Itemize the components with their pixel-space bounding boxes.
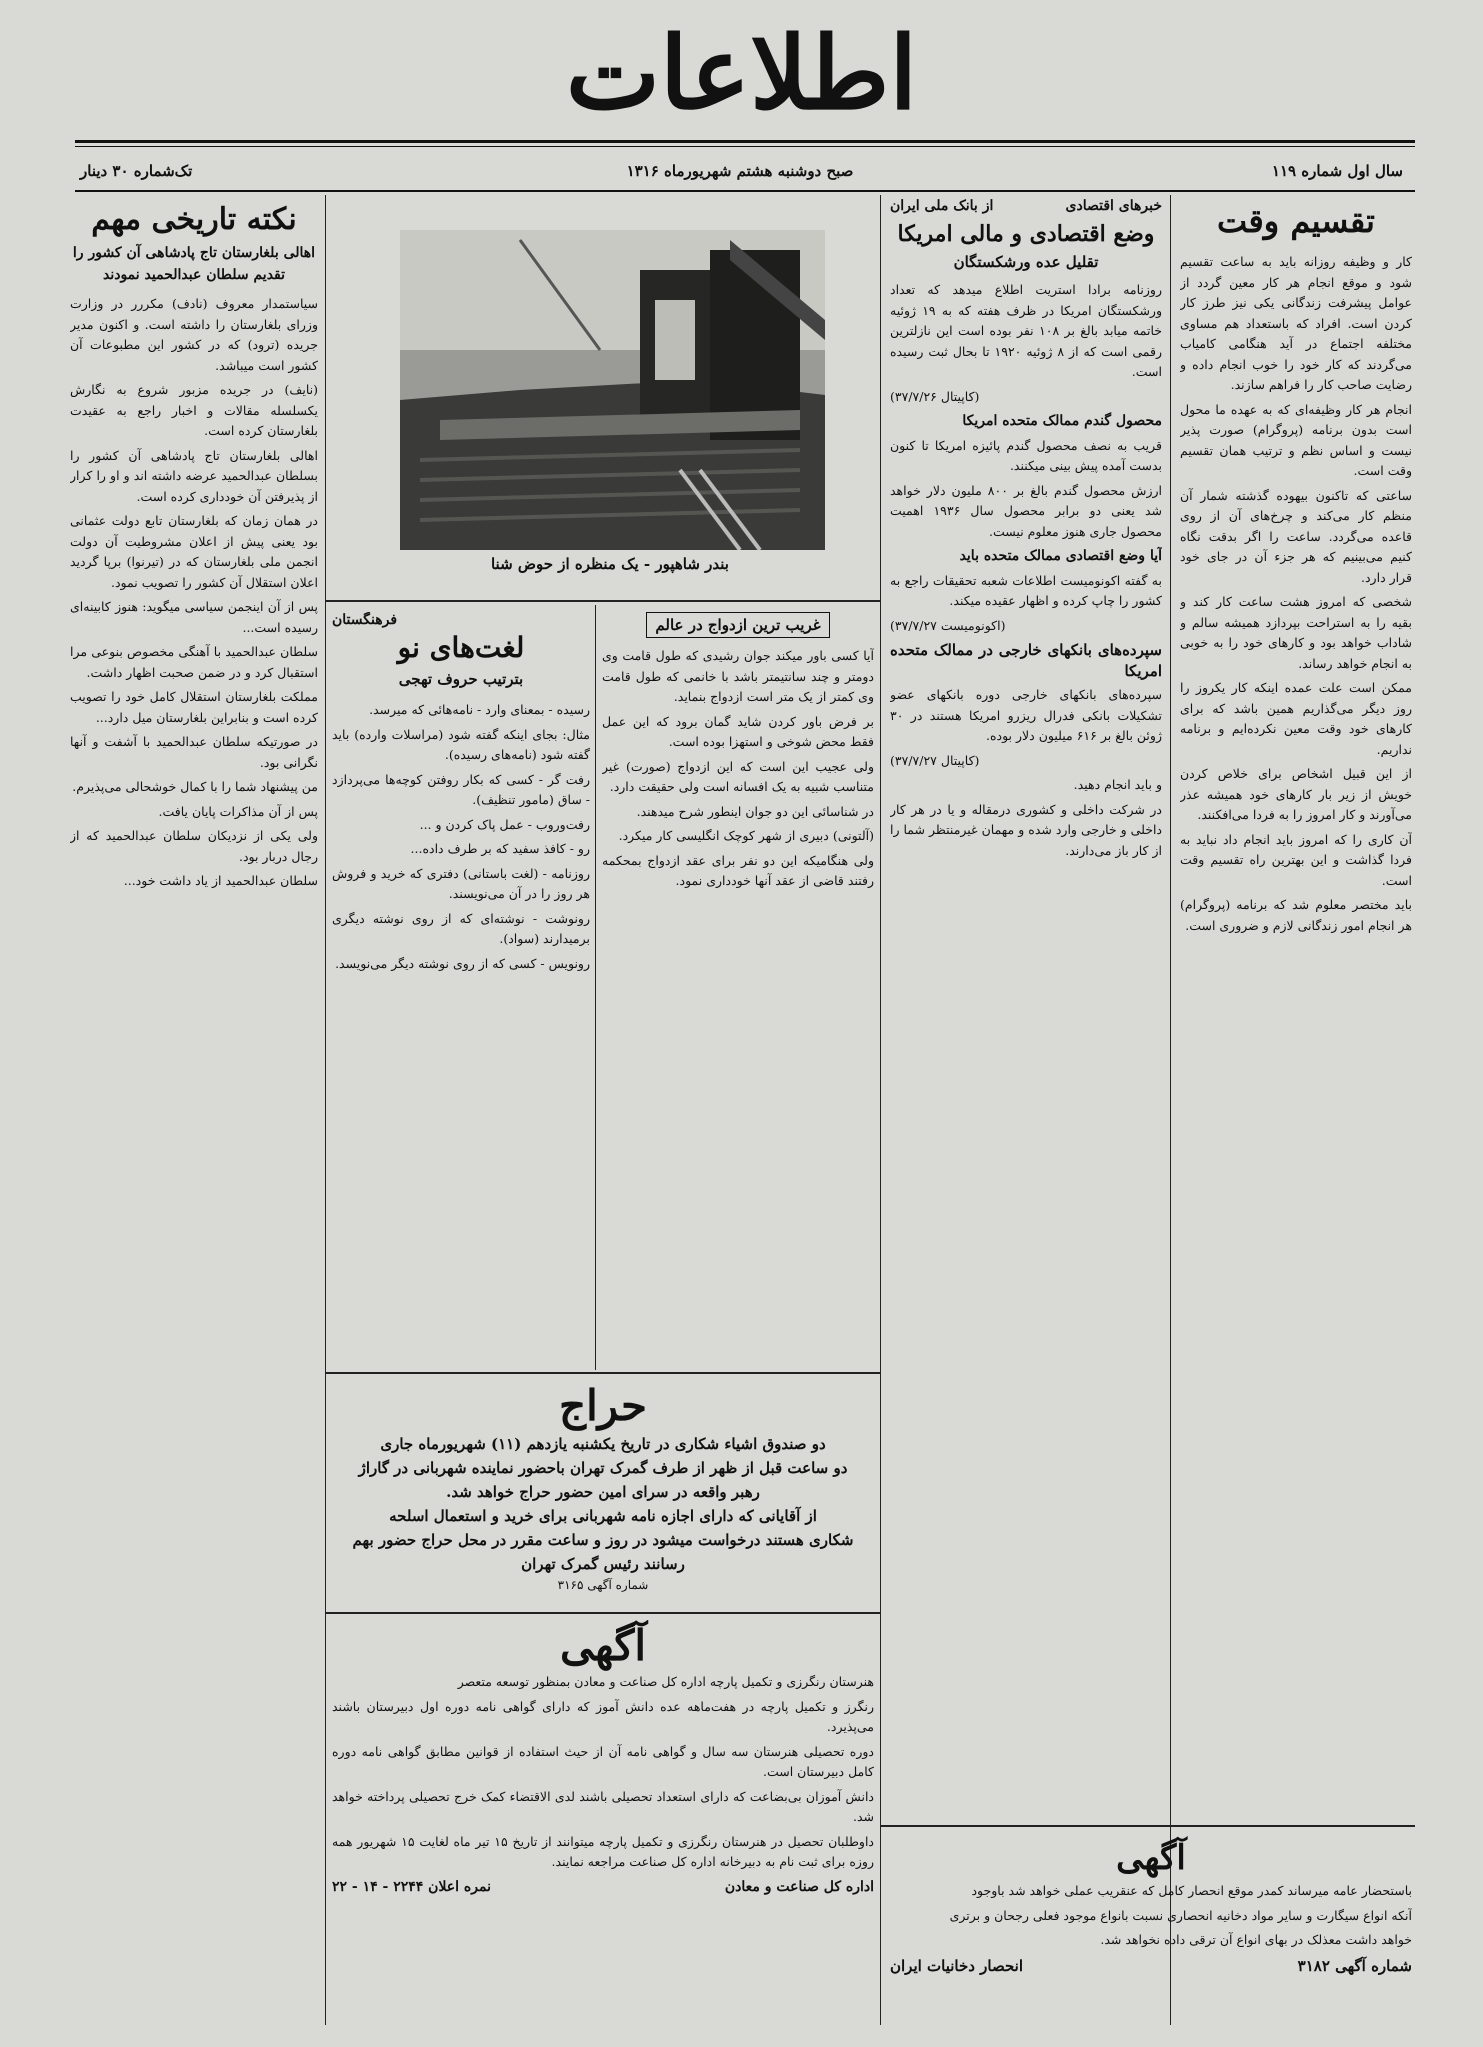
auction-top-rule xyxy=(325,1372,880,1374)
paragraph: سیاستمدار معروف (نادف) مکررر در وزارت وزرای بلغارستان را داشته است. و اکنون مدیر جریده (ترود) که در کشور این مطبوعات آن کشور است میباشد. xyxy=(70,296,318,373)
issue-price: تک‌شماره ۳۰ دینار xyxy=(80,162,193,180)
school-advertisement xyxy=(332,1620,874,2030)
auction-line: دو ساعت قبل از ظهر از طرف گمرک تهران باحضور نماینده شهربانی در گاراژ xyxy=(358,1459,848,1477)
harbor-photo xyxy=(400,230,825,550)
ad-line: دانش آموزان بی‌بضاعت که دارای استعداد تحصیلی باشند لدی الاقتضاء کمک خرج تحصیلی پرداخته خواهد شد. xyxy=(332,1788,874,1824)
paragraph: سلطان عبدالحمید با آهنگی مخصوص بنوعی مرا استقبال کرد و در ضمن صحبت اظهار داشت. xyxy=(70,644,318,680)
auction-line: رسانند رئیس گمرک تهران xyxy=(521,1555,685,1573)
kicker-bank: از بانک ملی ایران xyxy=(890,198,994,214)
article-subheading: بترتیب حروف تهجی xyxy=(398,670,524,688)
ad-signature: اداره کل صناعت و معادن xyxy=(724,1878,874,1895)
article-subheading: تقلیل عده ورشکستگان xyxy=(953,253,1099,271)
paragraph: سپرده‌های بانکهای خارجی دوره بانکهای عضو تشکیلات بانکی فدرال ریزرو امریکا هستند در ۳۰ ژوئن بالغ بر ۶۱۶ میلیون دلار بوده. xyxy=(890,687,1162,743)
paragraph: ولی هنگامیکه این دو نفر برای عقد ازدواج بمحکمه رفتند قاضی از عقد آنها خودداری نمود. xyxy=(602,852,874,888)
paragraph: روزنامه برادا استریت اطلاع میدهد که تعداد ورشکستگان امریکا در ظرف هفته که به ۱۹ ژوئیه خاتمه میابد بالغ بر ۱۰۸ نفر بوده است این نازلترین رقمی است که از ۸ ژوئیه ۱۹۲۰ تا بحال ثبت رسیده است. xyxy=(890,282,1162,379)
issue-date: صبح دوشنبه هشتم شهریورماه ۱۳۱۶ xyxy=(626,162,854,180)
paragraph: پس از آن مذاکرات پایان یافت. xyxy=(158,803,318,819)
ad-line: باستحضار عامه میرساند کمدر موقع انحصار کامل که عنقریب عملی خواهد شد باوجود xyxy=(971,1883,1412,1898)
paragraph: من پیشنهاد شما را با کمال خوشحالی می‌پذیرم. xyxy=(72,779,318,794)
dictionary-entry: رو - کافذ سفید که بر طرف داده... xyxy=(410,841,590,856)
dictionary-entry: مثال: بجای اینکه گفته شود (مراسلات وارده) باید گفته شود (نامه‌های رسیده). xyxy=(332,726,590,762)
dictionary-entry: رفت‌وروب - عمل پاک کردن و ... xyxy=(419,816,590,832)
ad-line: آنکه انواع سیگارت و سایر مواد دخانیه انحصاری نسبت بانواع موجود فعلی رجحان و برتری xyxy=(949,1907,1412,1923)
column-strangest-marriage xyxy=(602,612,874,1367)
section-heading: سپرده‌های بانکهای خارجی در ممالک متحده امریکا xyxy=(890,641,1162,680)
ad-signature: انحصار دخانیات ایران xyxy=(890,1956,1024,1975)
dateline-rule xyxy=(75,190,1415,192)
auction-line: رهبر واقعه در سرای امین حضور حراج خواهد شد. xyxy=(446,1483,760,1501)
photo-bottom-rule xyxy=(325,600,880,602)
paragraph: از این قبیل اشخاص برای خلاص کردن خویش از زیر بار کارهای خود همیشه عذر می‌آورند و کار امروز را به فردا می‌افکنند. xyxy=(1180,766,1412,822)
paragraph: در صورتیکه سلطان عبدالحمید با آشفت و آنها نگرانی بود. xyxy=(70,734,318,770)
paragraph: (آلتونی) دبیری از شهر کوچک انگلیسی کار میکرد. xyxy=(618,828,874,843)
auction-number: شماره آگهی ۳۱۶۵ xyxy=(557,1578,649,1592)
auction-line: شکاری هستند درخواست میشود در روز و ساعت مقرر در محل حراج حضور بهم xyxy=(352,1531,854,1549)
dictionary-entry: رسیده - بمعنای وارد - نامه‌هائی که میرسد. xyxy=(369,702,590,717)
paragraph: اهالی بلغارستان تاج پادشاهی آن کشور را بسلطان عبدالحمید عرضه داشته اند و او را کرار از پذیرفتن آن خودداری کرده است. xyxy=(70,447,318,504)
auction-line: دو صندوق اشیاء شکاری در تاریخ یکشنبه یازدهم (۱۱) شهریورماه جاری xyxy=(380,1435,826,1453)
source-note: (کاپیتال ۳۷/۷/۲۷) xyxy=(890,752,980,768)
volume-number: سال اول شماره ۱۱۹ xyxy=(1271,162,1403,180)
article-heading: تقسیم وقت xyxy=(1217,202,1375,240)
masthead-rule-thin xyxy=(75,146,1415,147)
paragraph: شخصی که امروز هشت ساعت کار کند و بقیه را به استراحت بپردازد همیشه سالم و شاداب خواهد بود و کارهای خود را به خوبی به انجام خواهد رساند. xyxy=(1180,594,1412,671)
column-new-words xyxy=(332,612,590,1367)
article-heading: غریب ترین ازدواج در عالم xyxy=(646,612,829,638)
dictionary-entry: روزنامه - (لغت باستانی) دفتری که خرید و فروش هر روز را در آن می‌نویسند. xyxy=(332,865,590,901)
paragraph: ارزش محصول گندم بالغ بر ۸۰۰ ملیون دلار خواهد شد یعنی دو برابر محصول سال ۱۹۳۶ اهمیت محصول جاری هنوز معلوم نیست. xyxy=(890,482,1162,539)
paragraph: در شناسائی این دو جوان اینطور شرح میدهند. xyxy=(636,803,874,819)
column-rule-3 xyxy=(325,195,326,2025)
article-heading: لغت‌های نو xyxy=(397,631,525,664)
paragraph: بر فرض باور کردن شاید گمان برود که این عمل فقط محض شوخی و استهزا بوده است. xyxy=(602,713,874,749)
masthead-rule-top xyxy=(75,140,1415,143)
paragraph: آیا کسی باور میکند جوان رشیدی که طول قامت وی دومتر و چند سانتیمتر باشد با خانمی که طول قامت وی کمتر از یک متر است ازدواج بنماید. xyxy=(602,648,874,704)
ad-line: خواهد داشت معذلک در بهای انواع آن ترقی داده نخواهد شد. xyxy=(1100,1932,1412,1947)
column-rule-4 xyxy=(595,605,596,1370)
paragraph: در همان زمان که بلغارستان تابع دولت عثمانی بود یعنی پیش از اعلان مشروطیت آن دولت انجمن ملی بلغارستان که در (تیرنوا) برپا گردید اعلان استقلال آن کشور را تصویب نمود. xyxy=(70,513,318,590)
paragraph: ولی یکی از نزدیکان سلطان عبدالحمید که از رجال دربار بود. xyxy=(70,828,318,864)
paragraph: مملکت بلغارستان استقلال کامل خود را تصویب کرده است و بنابراین بلغارستان میل دارد... xyxy=(70,689,318,725)
dictionary-entry: رونویس - کسی که از روی نوشته دیگر می‌نویسد. xyxy=(335,955,590,971)
photo-caption: بندر شاهپور - یک منظره از حوض شنا xyxy=(490,555,729,573)
section-heading: آیا وضع اقتصادی ممالک متحده باید xyxy=(959,548,1162,564)
ad-line: دوره تحصیلی هنرستان سه سال و گواهی نامه آن از حیث استفاده از قوانین مطابق گواهی نامه دوره کامل دبیرستان است. xyxy=(332,1743,874,1779)
column-economic-news xyxy=(890,198,1162,1818)
paragraph: ولی عجیب این است که این ازدواج (صورت) غیر متناسب شبیه به یک افسانه است ولی حقیقت دارد. xyxy=(602,758,874,794)
column-rule-2 xyxy=(880,195,881,2025)
harbor-photo-image xyxy=(400,230,825,550)
paragraph: و باید انجام دهید. xyxy=(1073,777,1162,792)
paragraph: قریب به نصف محصول گندم پائیزه امریکا تا کنون بدست آمده پیش بینی میکنند. xyxy=(890,437,1162,473)
masthead xyxy=(0,0,1483,140)
auction-notice xyxy=(332,1380,874,1608)
paragraph: ممکن است علت عمده اینکه کار یکروز را روز دیگر می‌گذاریم همین باشد که برای کارهای خود وقت معین نکرده‌ایم و برنامه نداریم. xyxy=(1180,680,1412,757)
ad-line: هنرستان رنگرزی و تکمیل پارچه اداره کل صناعت و معادن بمنظور توسعه متعصر xyxy=(457,1674,874,1689)
kicker-economic: خبرهای اقتصادی xyxy=(1065,198,1162,214)
column-rule-1 xyxy=(1170,195,1171,2025)
column-historical-note xyxy=(70,198,318,2028)
paragraph: در شرکت داخلی و کشوری درمقاله و یا در هر کار داخلی و خارجی وارد شده و مهمان غیرمنتظر شما را از کار باز می‌دارند. xyxy=(890,801,1162,858)
ad-line: داوطلبان تحصیل در هنرستان رنگرزی و تکمیل پارچه میتوانند از تاریخ ۱۵ تیر ماه لغایت ۱۵ شهریور همه روزه برای ثبت نام به دبیرخانه اداره کل صناعت مراجعه نمایند. xyxy=(332,1833,874,1869)
paragraph: باید مختصر معلوم شد که برنامه (پروگرام) هر انجام امور زندگانی لازم و ضروری است. xyxy=(1180,897,1412,933)
auction-title: حراج xyxy=(559,1381,647,1430)
paragraph: به گفته اکونومیست اطلاعات شعبه تحقیقات راجع به کشور را چاپ کرده و اظهار عقیده میکند. xyxy=(890,572,1162,608)
article-subheading: اهالی بلغارستان تاج پادشاهی آن کشور را تقدیم سلطان عبدالحمید نمودند xyxy=(72,245,316,283)
ad-line: رنگرز و تکمیل پارچه در هفت‌ماهه عده دانش آموز که دارای گواهی نامه دوره اول دبیرستان باشند می‌پذیرد. xyxy=(332,1698,874,1734)
article-heading: وضع اقتصادی و مالی امریکا xyxy=(897,221,1155,247)
auction-line: از آقایانی که دارای اجازه نامه شهربانی برای خرید و استعمال اسلحه xyxy=(389,1507,817,1525)
article-heading: نکته تاریخی مهم xyxy=(91,202,297,237)
source-note: (اکونومیست ۳۷/۷/۲۷) xyxy=(890,617,1006,633)
dictionary-entry: رونوشت - نوشته‌ای که از روی نوشته دیگری برمیدارند (سواد). xyxy=(332,910,590,946)
newspaper-title: اطلاعات xyxy=(565,14,918,132)
ad-number: شماره آگهی ۳۱۸۲ xyxy=(1297,1956,1412,1975)
paragraph: سلطان عبدالحمید از یاد داشت خود... xyxy=(123,873,318,888)
section-heading: محصول گندم ممالک متحده امریکا xyxy=(962,413,1162,429)
paragraph: ساعتی که تاکنون بیهوده گذشته شمار آن منظم کار می‌کند و چرخ‌های آن از روی قاعده می‌گردد. ساعت را اگر بدقت نگاه کنیم می‌بینیم که هر جزء آن در جای خود قرار دارد. xyxy=(1180,487,1412,585)
paragraph: (نایف) در جریده مزبور شروع به نگارش یکسلسله مقالات و اخبار راجع به عقیدت بلغارستان کرده است. xyxy=(70,382,318,438)
paragraph: پس از آن اینجمن سیاسی میگوید: هنوز کابینه‌ای رسیده است... xyxy=(70,599,318,635)
column-time-management xyxy=(1180,198,1412,1818)
paragraph: انجام هر کار وظیفه‌ای که به عهده ما محول است بدون برنامه (پروگرام) صورت پذیر نیست و اساس نظم و ترتیب همان تقسیم وقت است. xyxy=(1180,401,1412,478)
ad-number: نمره اعلان ۲۲۴۴ - ۱۴ - ۲۲ xyxy=(332,1878,491,1895)
right-ad-top-rule xyxy=(880,1825,1415,1827)
agahi-top-rule xyxy=(325,1612,880,1614)
source-note: (کاپیتال ۳۷/۷/۲۶) xyxy=(890,388,980,404)
kicker-academy: فرهنگستان xyxy=(332,612,398,628)
tobacco-monopoly-ad xyxy=(890,1835,1412,2025)
dictionary-entry: رفت گر - کسی که بکار روفتن کوچه‌ها می‌پردازد - ساق (مامور تنظیف). xyxy=(332,771,590,807)
advertisement-title: آگهی xyxy=(559,1621,647,1670)
paragraph: کار و وظیفه روزانه باید به ساعت تقسیم شود و موقع انجام هر کار معین گردد از عوامل پیشرفت زندگانی یکی نیز طرز کار کردن است. افراد که باستعداد هم مساوی مختلفه اجتماع در آید هنگامی کامیاب می‌گردند که کار خود را خوب انجام داده و رضایت صاحب کار را فراهم سازند. xyxy=(1180,254,1412,392)
advertisement-title: آگهی xyxy=(1116,1838,1186,1878)
paragraph: آن کاری را که امروز باید انجام داد نباید به فردا گذاشت و این بهترین راه تقسیم وقت است. xyxy=(1180,831,1412,888)
